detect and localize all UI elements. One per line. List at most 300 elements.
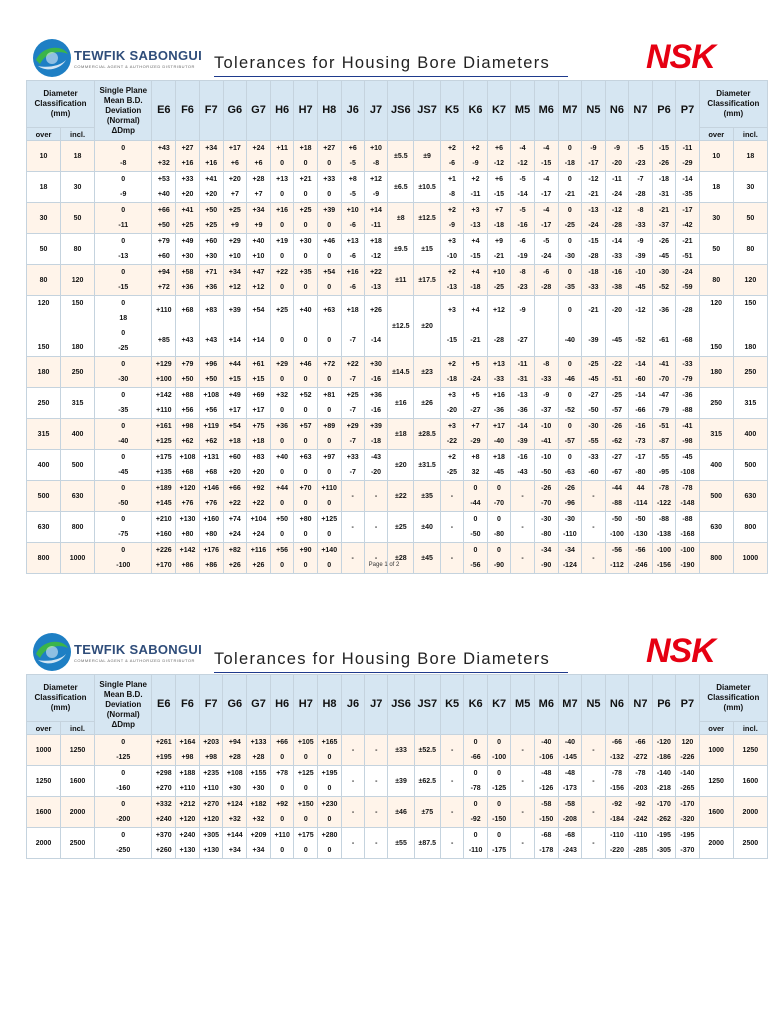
- tolerance-grade-header: JS6: [388, 675, 414, 735]
- tolerance-cell: +49 +17: [223, 388, 247, 419]
- tolerance-cell: -: [511, 828, 535, 859]
- tolerance-cell: -34 -124: [558, 543, 582, 574]
- tolerance-cell: +124 +32: [223, 797, 247, 828]
- deviation-cell: 0 -100: [95, 543, 152, 574]
- tolerance-cell: -: [364, 512, 387, 543]
- tolerance-cell: +5 -24: [464, 357, 488, 388]
- incl-cell: 1600: [61, 766, 95, 797]
- tolerance-cell: -78 -122: [652, 481, 676, 512]
- tolerance-cell: +142 +110: [152, 388, 176, 419]
- tolerance-cell: +40 +10: [247, 234, 271, 265]
- tolerance-cell: +12 -28: [487, 296, 511, 357]
- tolerance-cell: -92 -242: [629, 797, 652, 828]
- tolerance-cell: +142 +86: [176, 543, 200, 574]
- tolerance-cell: -36 -61: [652, 296, 676, 357]
- tolerance-cell: +60 +20: [223, 450, 247, 481]
- tolerance-cell: +182 +32: [247, 797, 271, 828]
- deviation-cell: 0 -160: [95, 766, 152, 797]
- tolerance-cell: +69 +17: [247, 388, 271, 419]
- over-cell: 30: [699, 203, 733, 234]
- incl-header: incl.: [61, 722, 95, 735]
- tolerance-cell: -140 -218: [652, 766, 675, 797]
- tolerance-cell: ±22: [388, 481, 414, 512]
- tolerance-cell: +25 -7: [341, 388, 364, 419]
- deviation-cell: 0 -13: [95, 234, 152, 265]
- tolerance-cell: +72 0: [317, 357, 341, 388]
- over-cell: 2000: [699, 828, 733, 859]
- deviation-cell: 0 -35: [95, 388, 152, 419]
- tolerance-grade-header: H7: [294, 675, 318, 735]
- tolerance-cell: +54 +18: [223, 419, 247, 450]
- incl-cell: 630: [61, 481, 95, 512]
- incl-cell: 18: [733, 141, 767, 172]
- tolerance-cell: +46 0: [317, 234, 341, 265]
- tolerance-cell: +32 0: [270, 388, 294, 419]
- tolerance-cell: ±9: [414, 141, 440, 172]
- tolerance-cell: +210 +160: [152, 512, 176, 543]
- swirl-logo-icon: [30, 630, 74, 674]
- incl-cell: 500: [61, 450, 95, 481]
- tolerance-grade-header: P7: [676, 81, 700, 141]
- over-header: over: [699, 128, 733, 141]
- tolerance-grade-header: G6: [223, 81, 247, 141]
- tolerance-grade-header: K7: [487, 675, 510, 735]
- tolerance-grade-header: N5: [582, 81, 606, 141]
- tolerance-grade-header: E6: [152, 675, 176, 735]
- tolerance-cell: +34 +16: [199, 141, 223, 172]
- tolerance-cell: -4 -12: [511, 141, 535, 172]
- tolerance-cell: +98 +62: [176, 419, 200, 450]
- tolerance-cell: +90 0: [294, 543, 318, 574]
- tolerance-cell: -: [365, 797, 388, 828]
- tolerance-cell: +25 +9: [223, 203, 247, 234]
- over-cell: 180: [27, 357, 61, 388]
- diameter-classification-header: Diameter Classification (mm): [27, 81, 95, 128]
- tolerance-cell: +240 +130: [176, 828, 200, 859]
- tolerance-cell: +60 +30: [199, 234, 223, 265]
- tolerance-cell: +16 -6: [341, 265, 364, 296]
- tolerance-cell: ±20: [388, 450, 414, 481]
- tolerance-cell: +82 +26: [223, 543, 247, 574]
- tolerance-cell: +108 +68: [176, 450, 200, 481]
- tolerance-cell: +46 0: [294, 357, 318, 388]
- tolerance-cell: -27 -67: [605, 450, 629, 481]
- tolerance-cell: ±17.5: [414, 265, 440, 296]
- tolerance-cell: +54 +14: [247, 296, 271, 357]
- tolerance-cell: -48 -173: [558, 766, 582, 797]
- over-cell: 120 150: [699, 296, 733, 357]
- tolerance-cell: +27 0: [317, 141, 341, 172]
- over-cell: 400: [699, 450, 733, 481]
- tolerance-cell: -36 -88: [676, 388, 700, 419]
- tolerance-cell: 0 -18: [558, 141, 582, 172]
- tolerance-cell: -100 -156: [652, 543, 676, 574]
- tolerance-table: [26, 80, 768, 574]
- incl-cell: 2500: [61, 828, 95, 859]
- tolerance-cell: -33 -79: [676, 357, 700, 388]
- tolerance-cell: -: [511, 543, 535, 574]
- tolerance-grade-header: JS7: [414, 675, 440, 735]
- incl-cell: 800: [61, 512, 95, 543]
- tolerance-cell: +53 +40: [152, 172, 176, 203]
- tolerance-cell: -: [582, 512, 606, 543]
- tolerance-cell: [534, 296, 558, 357]
- tolerance-cell: -7 -28: [629, 172, 653, 203]
- tolerance-cell: +1 -8: [440, 172, 464, 203]
- tolerance-cell: 0 -110: [464, 828, 487, 859]
- incl-cell: 2500: [733, 828, 767, 859]
- table-row: [27, 512, 768, 543]
- tolerance-cell: -140 -265: [676, 766, 699, 797]
- tolerance-cell: -56 -246: [629, 543, 653, 574]
- tolerance-cell: ±62.5: [414, 766, 440, 797]
- over-header: over: [27, 722, 61, 735]
- tolerance-cell: 0 -44: [464, 481, 488, 512]
- over-cell: 1600: [27, 797, 61, 828]
- deviation-cell: 0 -45: [95, 450, 152, 481]
- tolerance-cell: +2 -9: [440, 203, 464, 234]
- tolerance-cell: 0 -46: [558, 357, 582, 388]
- tolerance-cell: -5 -24: [534, 234, 558, 265]
- tolerance-cell: -: [440, 766, 463, 797]
- brand-tagline: COMMERCIAL AGENT & AUTHORIZED DISTRIBUTOR: [74, 64, 195, 69]
- tolerance-cell: 0 -25: [558, 203, 582, 234]
- over-header: over: [27, 128, 61, 141]
- tolerance-cell: +29 +10: [223, 234, 247, 265]
- tolerance-cell: +270 +120: [199, 797, 223, 828]
- tolerance-cell: +39 +14: [223, 296, 247, 357]
- table-row: [27, 172, 768, 203]
- tolerance-cell: -41 -70: [652, 357, 676, 388]
- tolerance-cell: -170 -320: [676, 797, 699, 828]
- table-row: [27, 481, 768, 512]
- tolerance-cell: +2 -9: [464, 141, 488, 172]
- over-cell: 500: [699, 481, 733, 512]
- tolerance-cell: -4 -17: [534, 203, 558, 234]
- tolerance-cell: +21 0: [294, 172, 318, 203]
- tolerance-cell: -56 -112: [605, 543, 629, 574]
- tolerance-cell: -100 -190: [676, 543, 700, 574]
- tolerance-cell: +40 0: [270, 450, 294, 481]
- tolerance-grade-header: K6: [464, 675, 487, 735]
- tolerance-grade-header: K6: [464, 81, 488, 141]
- tolerance-cell: +10 -6: [341, 203, 364, 234]
- over-cell: 800: [699, 543, 733, 574]
- tolerance-cell: +130 +80: [176, 512, 200, 543]
- over-cell: 800: [27, 543, 61, 574]
- tolerance-grade-header: N6: [605, 675, 628, 735]
- tolerance-cell: ±11: [388, 265, 414, 296]
- over-cell: 250: [699, 388, 733, 419]
- tolerance-cell: +11 0: [270, 141, 294, 172]
- tolerance-cell: -16 -43: [511, 450, 535, 481]
- tolerance-cell: 0 -80: [487, 512, 511, 543]
- over-cell: 10: [27, 141, 61, 172]
- incl-cell: 1600: [733, 766, 767, 797]
- diameter-classification-header: Diameter Classification (mm): [27, 675, 95, 722]
- tolerance-cell: +3 -10: [440, 234, 464, 265]
- incl-cell: 250: [733, 357, 767, 388]
- over-cell: 500: [27, 481, 61, 512]
- tolerance-cell: +2 -6: [440, 141, 464, 172]
- nsk-logo: NSK: [646, 632, 715, 670]
- table-row: [27, 766, 768, 797]
- tolerance-cell: +146 +76: [199, 481, 223, 512]
- tolerance-cell: +12 -9: [364, 172, 387, 203]
- tolerance-cell: -25 -57: [605, 388, 629, 419]
- tolerance-cell: +22 0: [270, 265, 294, 296]
- deviation-cell: 0 -200: [95, 797, 152, 828]
- tolerance-cell: ±26: [414, 388, 440, 419]
- tolerance-cell: -33 -60: [582, 450, 606, 481]
- tolerance-cell: +116 +26: [247, 543, 271, 574]
- tolerance-cell: +2 -13: [440, 265, 464, 296]
- tolerance-cell: +20 +7: [223, 172, 247, 203]
- incl-cell: 1250: [733, 735, 767, 766]
- tolerance-grade-header: P7: [676, 675, 699, 735]
- tolerance-cell: +176 +86: [199, 543, 223, 574]
- over-cell: 50: [27, 234, 61, 265]
- table-row: [27, 543, 768, 574]
- tolerance-grade-header: J6: [341, 81, 364, 141]
- tolerance-cell: +209 +34: [247, 828, 271, 859]
- tolerance-cell: +305 +130: [199, 828, 223, 859]
- tolerance-cell: -30 -55: [582, 419, 606, 450]
- tolerance-cell: +18 0: [294, 141, 318, 172]
- deviation-cell: 0 -40: [95, 419, 152, 450]
- tolerance-cell: +6 -5: [341, 141, 364, 172]
- tolerance-cell: +164 +98: [176, 735, 200, 766]
- tolerance-cell: -9 -37: [534, 388, 558, 419]
- deviation-cell: 0 -11: [95, 203, 152, 234]
- incl-cell: 120: [61, 265, 95, 296]
- tolerance-cell: +16 -36: [487, 388, 511, 419]
- deviation-cell: 0 18 0 -25: [95, 296, 152, 357]
- tolerance-cell: 0 -78: [464, 766, 487, 797]
- tolerance-cell: +83 +20: [247, 450, 271, 481]
- tolerance-cell: +25 0: [270, 296, 294, 357]
- tolerance-cell: -: [365, 828, 388, 859]
- tolerance-cell: +160 +80: [199, 512, 223, 543]
- tolerance-cell: -110 -285: [629, 828, 652, 859]
- tolerance-cell: ±87.5: [414, 828, 440, 859]
- incl-cell: 150 180: [733, 296, 767, 357]
- title-underline: [214, 76, 568, 77]
- tolerance-cell: ±16: [388, 388, 414, 419]
- incl-cell: 80: [61, 234, 95, 265]
- brand-name: TEWFIK SABONGUI: [74, 642, 202, 657]
- tolerance-cell: -: [511, 512, 535, 543]
- tolerance-cell: +125 0: [294, 766, 318, 797]
- tolerance-cell: +61 +15: [247, 357, 271, 388]
- tolerance-cell: -: [511, 797, 535, 828]
- tolerance-cell: +14 -11: [364, 203, 387, 234]
- tolerance-cell: +30 -16: [364, 357, 387, 388]
- swirl-logo-icon: [30, 36, 74, 80]
- tolerance-cell: -: [511, 735, 535, 766]
- tolerance-grade-header: J7: [364, 81, 387, 141]
- tolerance-cell: -43 -20: [364, 450, 387, 481]
- tolerance-cell: ±55: [388, 828, 414, 859]
- tolerance-cell: +13 -6: [341, 234, 364, 265]
- tolerance-grade-header: F7: [199, 81, 223, 141]
- tolerance-cell: +18 -12: [364, 234, 387, 265]
- tolerance-cell: -16 -38: [605, 265, 629, 296]
- tolerance-cell: -: [364, 543, 387, 574]
- tolerance-cell: -48 -126: [534, 766, 558, 797]
- tolerance-cell: +22 -13: [364, 265, 387, 296]
- tolerance-cell: -: [440, 797, 463, 828]
- tolerance-cell: 0 -150: [487, 797, 510, 828]
- tolerance-cell: -14 -33: [605, 234, 629, 265]
- tolerance-cell: +108 +56: [199, 388, 223, 419]
- tolerance-cell: -16 -73: [629, 419, 653, 450]
- incl-cell: 315: [733, 388, 767, 419]
- deviation-cell: 0 -50: [95, 481, 152, 512]
- tolerance-cell: -68 -178: [534, 828, 558, 859]
- tolerance-cell: +212 +120: [176, 797, 200, 828]
- tolerance-cell: ±14.5: [388, 357, 414, 388]
- tolerance-cell: +16 0: [270, 203, 294, 234]
- tolerance-cell: -: [582, 481, 606, 512]
- tolerance-cell: 0 -63: [558, 450, 582, 481]
- incl-cell: 30: [733, 172, 767, 203]
- tolerance-cell: -: [341, 481, 364, 512]
- tolerance-grade-header: N7: [629, 81, 653, 141]
- page-title: Tolerances for Housing Bore Diameters: [214, 54, 551, 72]
- table-row: [27, 797, 768, 828]
- tolerance-cell: +19 0: [270, 234, 294, 265]
- tolerance-cell: -30 -80: [534, 512, 558, 543]
- tolerance-cell: ±28: [388, 543, 414, 574]
- tolerance-cell: -21 -51: [676, 234, 700, 265]
- tolerance-cell: +4 -18: [464, 265, 488, 296]
- tolerance-cell: ±33: [388, 735, 414, 766]
- tolerance-cell: +226 +170: [152, 543, 176, 574]
- over-cell: 30: [27, 203, 61, 234]
- over-cell: 1000: [699, 735, 733, 766]
- tolerance-cell: -58 -208: [558, 797, 582, 828]
- tolerance-cell: +66 +50: [152, 203, 176, 234]
- tolerance-cell: +2 -25: [440, 450, 464, 481]
- deviation-cell: 0 -9: [95, 172, 152, 203]
- tolerance-cell: -55 -95: [652, 450, 676, 481]
- deviation-cell: 0 -8: [95, 141, 152, 172]
- tolerance-cell: -26 -45: [652, 234, 676, 265]
- tolerance-cell: -120 -186: [652, 735, 675, 766]
- tolerance-cell: -66 -272: [629, 735, 652, 766]
- tolerance-cell: ±8: [388, 203, 414, 234]
- tolerance-cell: -8 -33: [534, 357, 558, 388]
- tolerance-cell: ±9.5: [388, 234, 414, 265]
- tolerance-cell: +8 -5: [341, 172, 364, 203]
- tolerance-cell: +39 -18: [364, 419, 387, 450]
- incl-cell: 630: [733, 481, 767, 512]
- incl-cell: 500: [733, 450, 767, 481]
- tolerance-cell: -30 -110: [558, 512, 582, 543]
- incl-header: incl.: [61, 128, 95, 141]
- tolerance-grade-header: H6: [270, 81, 294, 141]
- tolerance-cell: -24 -59: [676, 265, 700, 296]
- tolerance-cell: +18 -7: [341, 296, 364, 357]
- tolerance-cell: +10 -8: [364, 141, 387, 172]
- tolerance-grade-header: N5: [582, 675, 605, 735]
- tolerance-cell: +7 -29: [464, 419, 488, 450]
- tolerance-cell: -110 -220: [605, 828, 628, 859]
- tolerance-cell: +89 0: [317, 419, 341, 450]
- tolerance-cell: +79 +60: [152, 234, 176, 265]
- table-row: [27, 296, 768, 357]
- tolerance-cell: -44 -88: [605, 481, 629, 512]
- tolerance-cell: +298 +270: [152, 766, 176, 797]
- incl-cell: 800: [733, 512, 767, 543]
- tolerance-cell: +36 -16: [364, 388, 387, 419]
- tolerance-cell: +9 -21: [487, 234, 511, 265]
- tolerance-cell: +3 -13: [464, 203, 488, 234]
- incl-header: incl.: [733, 128, 767, 141]
- table-row: [27, 828, 768, 859]
- tolerance-cell: +34 +12: [223, 265, 247, 296]
- tolerance-cell: ±6.5: [388, 172, 414, 203]
- tolerance-cell: -13 -24: [582, 203, 606, 234]
- tolerance-cell: 44 -114: [629, 481, 653, 512]
- tolerance-cell: -170 -262: [652, 797, 675, 828]
- tolerance-cell: +10 -25: [487, 265, 511, 296]
- tolerance-grade-header: P6: [652, 81, 676, 141]
- tolerance-cell: +261 +195: [152, 735, 176, 766]
- tolerance-cell: -: [341, 512, 364, 543]
- tolerance-cell: -34 -90: [534, 543, 558, 574]
- tolerance-cell: -17 -80: [629, 450, 653, 481]
- incl-cell: 1250: [61, 735, 95, 766]
- tolerance-cell: +88 +56: [176, 388, 200, 419]
- tolerance-cell: ±46: [388, 797, 414, 828]
- tolerance-cell: +110 +85: [152, 296, 176, 357]
- tolerance-cell: -: [341, 797, 364, 828]
- tolerance-cell: -14 -39: [511, 419, 535, 450]
- tolerance-grade-header: H6: [270, 675, 294, 735]
- tolerance-cell: -: [440, 735, 463, 766]
- tolerance-cell: -9 -27: [511, 296, 535, 357]
- tolerance-cell: +96 +50: [199, 357, 223, 388]
- tolerance-cell: +74 +24: [223, 512, 247, 543]
- tolerance-cell: ±15: [414, 234, 440, 265]
- tewfik-sabongui-logo: [30, 36, 205, 80]
- tolerance-cell: -: [364, 481, 387, 512]
- tolerance-cell: ±52.5: [414, 735, 440, 766]
- deviation-cell: 0 -15: [95, 265, 152, 296]
- tolerance-cell: 0 -175: [487, 828, 510, 859]
- tolerance-cell: -10 -50: [534, 450, 558, 481]
- tolerance-cell: -92 -184: [605, 797, 628, 828]
- title-underline: [214, 672, 568, 673]
- tolerance-cell: +71 +36: [199, 265, 223, 296]
- over-cell: 18: [699, 172, 733, 203]
- over-cell: 180: [699, 357, 733, 388]
- tolerance-cell: -11 -24: [605, 172, 629, 203]
- tolerance-cell: -21 -37: [652, 203, 676, 234]
- tolerance-cell: +41 +20: [199, 172, 223, 203]
- tolerance-cell: +39 0: [317, 203, 341, 234]
- tolerance-cell: -4 -17: [534, 172, 558, 203]
- tolerance-cell: +80 0: [294, 512, 318, 543]
- over-cell: 315: [699, 419, 733, 450]
- tolerance-cell: +189 +145: [152, 481, 176, 512]
- tolerance-cell: 0 -70: [487, 481, 511, 512]
- over-cell: 120 150: [27, 296, 61, 357]
- tolerance-cell: +140 0: [317, 543, 341, 574]
- tolerance-grade-header: F6: [176, 81, 200, 141]
